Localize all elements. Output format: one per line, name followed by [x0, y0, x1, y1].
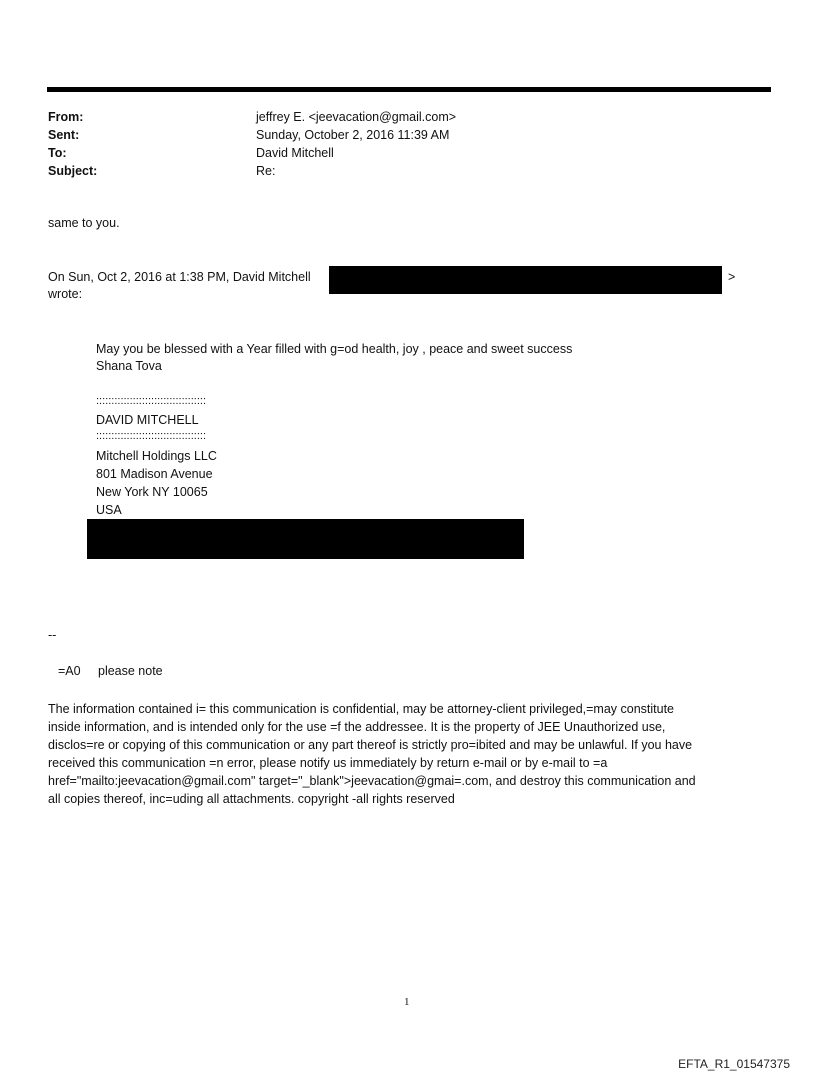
- quote-intro-wrote: wrote:: [48, 287, 83, 301]
- signature-city: New York NY 10065: [96, 485, 208, 499]
- from-label: From:: [48, 110, 84, 124]
- document-id: EFTA_R1_01547375: [678, 1057, 790, 1071]
- disclaimer-line: The information contained i= this communication is confidential, may be attorney-client privileged,=may constitute: [48, 702, 675, 716]
- to-label: To:: [48, 146, 67, 160]
- page-number: 1: [404, 996, 410, 1008]
- signature-dash: --: [48, 628, 57, 642]
- from-value: jeffrey E. <jeevacation@gmail.com>: [256, 110, 457, 124]
- sent-row: [48, 126, 748, 144]
- note-code: =A0: [58, 664, 81, 678]
- to-row: [48, 144, 748, 162]
- quote-intro-suffix: >: [728, 270, 736, 284]
- disclaimer-line: received this communication =n error, please notify us immediately by return e-mail or by e-mail to =a: [48, 756, 608, 770]
- signature-divider: ::::::::::::::::::::::::::::::::::::: [96, 395, 207, 407]
- signature-divider: ::::::::::::::::::::::::::::::::::::: [96, 430, 207, 442]
- subject-label: Subject:: [48, 164, 98, 178]
- signature-country: USA: [96, 503, 122, 517]
- signature-company: Mitchell Holdings LLC: [96, 449, 217, 463]
- disclaimer-line: all copies thereof, inc=uding all attachments. copyright -all rights reserved: [48, 792, 455, 806]
- sent-label: Sent:: [48, 128, 80, 142]
- note-text: please note: [98, 664, 163, 678]
- redaction-block: [87, 519, 524, 559]
- quoted-line-1: May you be blessed with a Year filled with g=od health, joy , peace and sweet success: [96, 342, 573, 356]
- disclaimer-line: disclos=re or copying of this communication or any part thereof is strictly pro=ibited and may be unlawful. If you have: [48, 738, 693, 752]
- signature-street: 801 Madison Avenue: [96, 467, 213, 481]
- reply-text: same to you.: [48, 216, 120, 230]
- quote-intro: On Sun, Oct 2, 2016 at 1:38 PM, David Mitchell: [48, 270, 311, 284]
- sent-value: Sunday, October 2, 2016 11:39 AM: [256, 128, 450, 142]
- email-header: [48, 108, 748, 180]
- redaction-block: [329, 266, 722, 294]
- disclaimer: [48, 700, 768, 808]
- subject-row: [48, 162, 748, 180]
- from-row: [48, 108, 748, 126]
- header-rule: [47, 87, 771, 92]
- quoted-line-2: Shana Tova: [96, 359, 162, 373]
- subject-value: Re:: [256, 164, 276, 178]
- signature-name: DAVID MITCHELL: [96, 413, 199, 427]
- to-value: David Mitchell: [256, 146, 334, 160]
- disclaimer-line: inside information, and is intended only for the use =f the addressee. It is the property of JEE Unauthorized use,: [48, 720, 666, 734]
- disclaimer-line: href="mailto:jeevacation@gmail.com" target="_blank">jeevacation@gmai=.com, and destroy this communication and: [48, 774, 696, 788]
